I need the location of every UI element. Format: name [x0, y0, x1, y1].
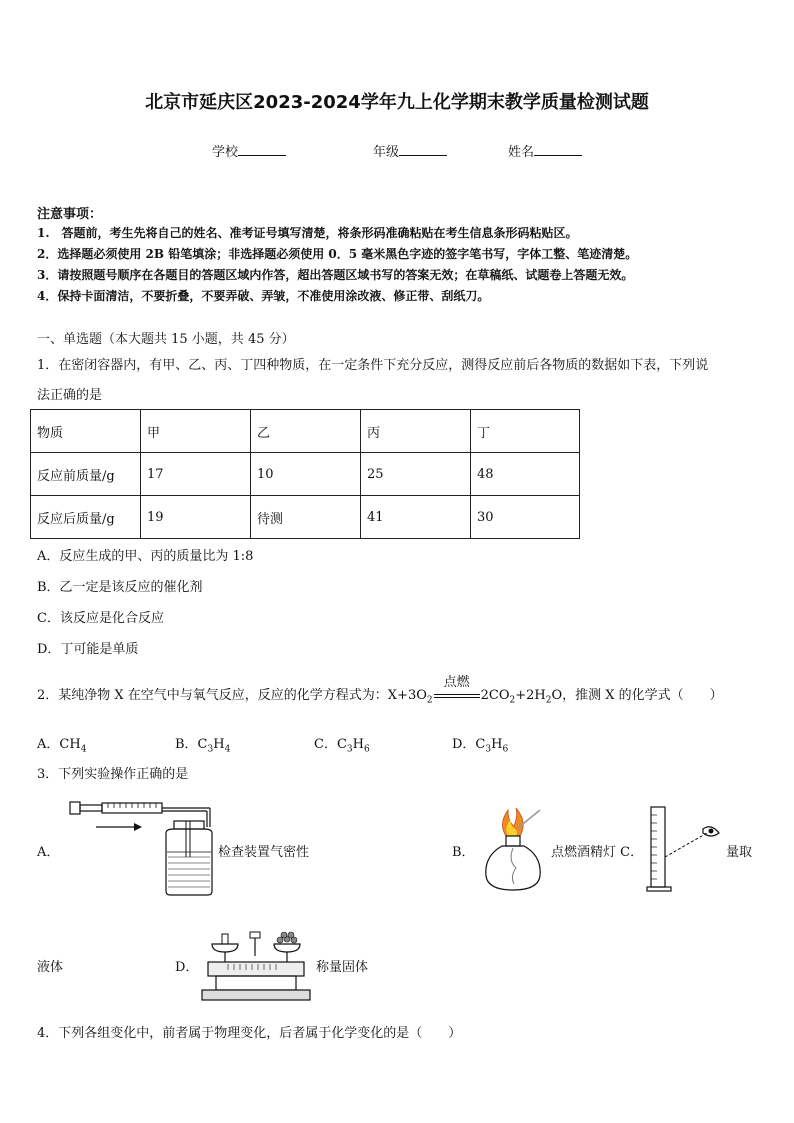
q2-option-b[interactable] [175, 733, 230, 755]
q2-stem [37, 675, 723, 706]
table-cell: 丁 [471, 410, 580, 453]
q3-option-d-text: 称量固体 [316, 960, 369, 975]
table-row [31, 496, 580, 539]
condition-label: 点燃 [443, 675, 470, 690]
notice-heading: 注意事项： [37, 207, 103, 222]
q3-option-a-label[interactable]: A． [37, 845, 60, 860]
notice-item: 2．选择题必须使用 2B 铅笔填涂；非选择题必须使用 0．5 毫米黑色字迹的签字笔书写，字体工整、笔迹清楚。 [37, 247, 638, 261]
q4-stem: 4．下列各组变化中，前者属于物理变化，后者属于化学变化的是（ ） [37, 1026, 462, 1041]
q1-option-b[interactable]: B．乙一定是该反应的催化剂 [37, 580, 203, 595]
q2-option-c[interactable] [314, 733, 370, 755]
subscript: 4 [80, 744, 87, 755]
table-row [31, 453, 580, 496]
q1-data-table [30, 409, 580, 539]
alcohol-lamp-icon [478, 806, 548, 896]
option-text: C．C [314, 737, 347, 752]
page-title: 北京市延庆区2023-2024学年九上化学期末教学质量检测试题 [145, 92, 649, 113]
notice-item: 1. 答题前，考生先将自己的姓名、准考证号填写清楚，将条形码准确粘贴在考生信息条形码粘贴区。 [37, 226, 578, 240]
q2-option-d[interactable] [452, 733, 508, 755]
grade-field[interactable] [373, 141, 447, 160]
section-heading: 一、单选题（本大题共 15 小题，共 45 分） [37, 332, 295, 347]
table-cell: 30 [471, 496, 580, 539]
q2-option-a[interactable] [37, 733, 86, 755]
q1-option-c[interactable]: C．该反应是化合反应 [37, 611, 164, 626]
table-cell: 物质 [31, 410, 141, 453]
subscript: 2 [426, 695, 433, 706]
grade-label: 年级 [373, 145, 400, 160]
option-text: D．C [452, 737, 486, 752]
q1-option-d[interactable]: D．丁可能是单质 [37, 642, 139, 657]
subscript: 3 [485, 744, 492, 755]
table-cell: 甲 [141, 410, 251, 453]
subscript: 2 [509, 695, 516, 706]
balance-scale-icon [198, 928, 313, 1008]
table-cell: 丙 [361, 410, 471, 453]
q3-option-b-label[interactable]: B． [452, 845, 475, 860]
q3-option-b-text: 点燃酒精灯 C． [551, 845, 644, 860]
table-cell: 反应前质量/g [31, 453, 141, 496]
subscript: 4 [224, 744, 231, 755]
table-cell: 17 [141, 453, 251, 496]
q2-stem-text: +2H [515, 688, 546, 703]
subscript: 6 [502, 744, 509, 755]
option-text: H [491, 737, 503, 752]
school-label: 学校 [212, 145, 239, 160]
option-text: H [352, 737, 364, 752]
table-cell: 19 [141, 496, 251, 539]
airtight-check-apparatus-icon [68, 797, 218, 897]
q2-stem-text: 2．某纯净物 X 在空气中与氧气反应，反应的化学方程式为：X+3O [37, 688, 427, 703]
school-field[interactable] [212, 141, 286, 160]
table-cell: 10 [251, 453, 361, 496]
name-label: 姓名 [508, 145, 535, 160]
q2-stem-text: O，推测 X 的化学式（ ） [551, 688, 723, 703]
option-text: H [213, 737, 225, 752]
subscript: 3 [346, 744, 353, 755]
table-cell: 25 [361, 453, 471, 496]
q3-stem: 3．下列实验操作正确的是 [37, 767, 189, 782]
graduated-cylinder-icon [645, 803, 730, 893]
q3-option-a-text: 检查装置气密性 [218, 845, 310, 860]
reaction-arrow [433, 675, 481, 703]
q3-option-c-text: 量取 [726, 845, 753, 860]
table-cell: 待测 [251, 496, 361, 539]
table-cell: 48 [471, 453, 580, 496]
notice-item: 3．请按照题号顺序在各题目的答题区域内作答，超出答题区域书写的答案无效；在草稿纸、试题卷上答题无效。 [37, 268, 634, 282]
q1-stem-line2: 法正确的是 [37, 388, 103, 403]
q1-stem-line1: 1．在密闭容器内，有甲、乙、丙、丁四种物质，在一定条件下充分反应，测得反应前后各物质的数据如下表，下列说 [37, 358, 709, 373]
q2-stem-text: 2CO [480, 688, 510, 703]
table-header-row [31, 410, 580, 453]
subscript: 2 [545, 695, 552, 706]
option-text: A．CH [37, 737, 81, 752]
subscript: 3 [207, 744, 214, 755]
q1-option-a[interactable]: A．反应生成的甲、丙的质量比为 1:8 [37, 549, 254, 564]
notice-item: 4．保持卡面清洁，不要折叠，不要弄破、弄皱，不准使用涂改液、修正带、刮纸刀。 [37, 289, 490, 303]
table-cell: 反应后质量/g [31, 496, 141, 539]
table-cell: 乙 [251, 410, 361, 453]
table-cell: 41 [361, 496, 471, 539]
subscript: 6 [363, 744, 370, 755]
q3-option-c-text-cont: 液体 [37, 960, 64, 975]
option-text: B．C [175, 737, 208, 752]
q3-option-d-label[interactable]: D． [175, 960, 199, 975]
name-field[interactable] [508, 141, 582, 160]
